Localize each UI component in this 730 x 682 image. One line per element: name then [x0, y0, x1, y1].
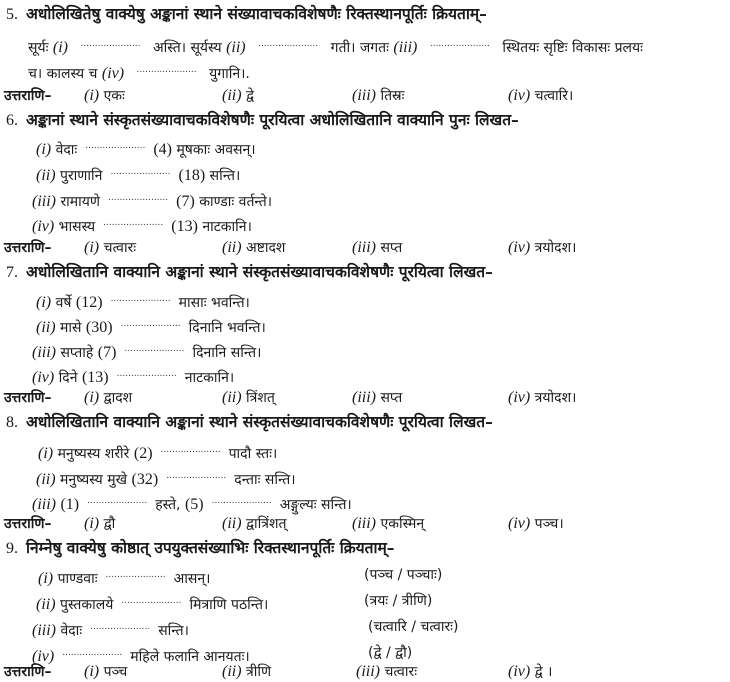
- q6-item-2: [36, 162, 240, 186]
- text: सन्ति।: [209, 168, 241, 184]
- options-hint: (द्वे / द्वौ): [368, 645, 413, 661]
- answer-item: [84, 514, 115, 534]
- roman-label: (i): [52, 39, 68, 56]
- options-hint: (त्रयः / त्रीणि): [364, 593, 433, 609]
- answer-item: [352, 238, 402, 258]
- text: दन्ताः सन्ति।: [234, 472, 296, 488]
- text: पुस्तकालये: [60, 597, 114, 613]
- answer-text: द्वादश: [103, 390, 133, 406]
- roman-label: (iii): [352, 239, 376, 256]
- text: आसन्।: [173, 571, 211, 587]
- roman-label: (iv): [508, 239, 531, 256]
- answer-text: सप्त: [380, 240, 403, 256]
- numeral: (18): [178, 167, 206, 184]
- answer-item: [84, 238, 136, 258]
- roman-label: (ii): [222, 515, 242, 532]
- roman-label: (iii): [352, 87, 376, 104]
- q8-item-1: [38, 440, 277, 464]
- roman-label: (iii): [393, 39, 418, 56]
- answer-item: [356, 662, 417, 682]
- question-number: 8.: [6, 414, 18, 431]
- answer-item: [508, 514, 564, 534]
- numeral: (30): [85, 319, 113, 336]
- blank: .....................: [108, 193, 169, 203]
- text: हस्ते,: [155, 497, 181, 513]
- q9-item-1: [38, 565, 210, 589]
- roman-label: (iv): [32, 369, 55, 386]
- q5-passage-line1: [28, 34, 643, 58]
- blank: .....................: [80, 39, 141, 49]
- text: दिनानि सन्ति।: [192, 345, 262, 361]
- numeral: (2): [133, 445, 153, 462]
- answer-text: सप्त: [380, 390, 403, 406]
- numeral: (12): [75, 294, 103, 311]
- answer-text: तिस्रः: [380, 88, 405, 104]
- roman-label: (i): [36, 141, 52, 158]
- question-text: अधोलिखितेषु वाक्येषु अङ्कानां स्थाने संख्यावाचकविशेषणैः रिक्तस्थानपूर्तिः क्रियताम्–: [26, 5, 487, 23]
- text: मनुष्यस्य शरीरे: [57, 446, 130, 462]
- text: मनुष्यस्य मुखे: [60, 472, 128, 488]
- roman-label: (i): [84, 389, 100, 406]
- roman-label: (i): [84, 87, 100, 104]
- numeral: (4): [153, 141, 172, 158]
- q7-item-4: [32, 364, 234, 388]
- answer-text: अष्टादश: [246, 240, 286, 256]
- blank: .....................: [110, 294, 171, 304]
- numeral: (7): [97, 344, 117, 361]
- numeral: (32): [131, 471, 159, 488]
- answer-item: [84, 662, 127, 682]
- roman-label: (ii): [36, 596, 56, 613]
- q7-item-1: [36, 289, 250, 313]
- answer-text: एकः: [103, 88, 125, 104]
- answer-text: चत्वारि।: [534, 88, 574, 104]
- answer-item: [84, 388, 132, 408]
- question-number: 5.: [6, 6, 18, 23]
- question-number: 9.: [6, 540, 18, 557]
- roman-label: (ii): [36, 167, 56, 184]
- roman-label: (iii): [32, 193, 56, 210]
- numeral: (13): [171, 218, 198, 235]
- text: दिनानि भवन्ति।: [188, 320, 266, 336]
- question-9-title: [6, 538, 394, 559]
- answer-text: एकस्मिन्: [380, 516, 425, 532]
- roman-label: (iii): [32, 622, 56, 639]
- answer-text: पञ्च।: [534, 516, 564, 532]
- blank: .....................: [116, 369, 177, 379]
- text: मित्राणि पठन्ति।: [189, 597, 269, 613]
- roman-label: (i): [84, 663, 100, 680]
- answer-text: द्वे: [246, 88, 255, 104]
- roman-label: (ii): [222, 239, 242, 256]
- blank: .....................: [124, 344, 185, 354]
- roman-label: (ii): [36, 471, 56, 488]
- blank: .....................: [258, 39, 319, 49]
- blank: .....................: [211, 496, 272, 506]
- blank: .....................: [103, 218, 164, 228]
- question-text: अधोलिखितानि वाक्यानि अङ्कानां स्थाने संस्कृतसंख्यावाचकविशेषणैः पूरयित्वा लिखत–: [26, 413, 493, 431]
- answer-item: [352, 86, 405, 106]
- text: अस्ति। सूर्यस्य: [152, 40, 222, 56]
- roman-label: (iii): [356, 663, 380, 680]
- blank: .....................: [62, 648, 123, 658]
- roman-label: (iii): [32, 496, 56, 513]
- roman-label: (ii): [222, 389, 242, 406]
- blank: .....................: [120, 319, 181, 329]
- text: पुराणानि: [60, 168, 103, 184]
- text: वेदाः: [60, 623, 83, 639]
- answer-item: [508, 388, 576, 408]
- text: वर्षे: [55, 295, 72, 311]
- options-hint: (चत्वारि / चत्वारः): [368, 619, 459, 635]
- numeral: (5): [184, 496, 204, 513]
- blank: .....................: [121, 596, 182, 606]
- q8-item-2: [36, 466, 296, 490]
- roman-label: (iv): [101, 65, 125, 82]
- answer-text: द्वात्रिंशत्: [246, 516, 287, 532]
- roman-label: (iv): [508, 663, 531, 680]
- blank: .....................: [429, 39, 490, 49]
- blank: .....................: [160, 445, 221, 455]
- text: च। कालस्य च: [28, 66, 98, 82]
- answer-item: [508, 86, 573, 106]
- roman-label: (iv): [32, 648, 55, 665]
- answer-item: [508, 662, 552, 682]
- roman-label: (i): [84, 239, 100, 256]
- answer-text: चत्वारः: [384, 664, 418, 680]
- roman-label: (ii): [222, 663, 242, 680]
- answer-item: [222, 514, 287, 534]
- answer-item: [222, 388, 275, 408]
- blank: .....................: [110, 167, 171, 177]
- answer-text: द्वे ।: [534, 664, 553, 680]
- text: रामायणे: [60, 194, 101, 210]
- text: भासस्य: [58, 219, 96, 235]
- roman-label: (i): [36, 294, 52, 311]
- text: गती। जगतः: [330, 40, 389, 56]
- question-number: 6.: [6, 112, 18, 129]
- roman-label: (iv): [508, 389, 531, 406]
- answer-item: [352, 514, 424, 534]
- q7-item-2: [36, 314, 266, 338]
- text: नाटकानि।: [184, 370, 235, 386]
- answer-item: [222, 238, 285, 258]
- text: सन्ति।: [158, 623, 189, 639]
- numeral: (7): [176, 193, 195, 210]
- question-7-title: [6, 262, 493, 283]
- text: मासाः भवन्ति।: [178, 295, 250, 311]
- question-6-title: [6, 110, 519, 131]
- answer-text: द्वौ: [103, 516, 116, 532]
- text: पादौ स्तः।: [228, 446, 278, 462]
- question-5-title: [6, 4, 487, 25]
- answer-text: त्रिंशत्: [246, 390, 275, 406]
- blank: .....................: [90, 622, 151, 632]
- roman-label: (iv): [508, 87, 531, 104]
- answers-label: उत्तराणि–: [4, 664, 52, 680]
- question-text: अधोलिखितानि वाक्यानि अङ्कानां स्थाने संस्कृतसंख्यावाचकविशेषणैः पूरयित्वा लिखत–: [26, 263, 493, 281]
- roman-label: (iv): [508, 515, 531, 532]
- text: युगानि।.: [209, 66, 250, 82]
- answer-text: पञ्च: [103, 664, 128, 680]
- answer-item: [352, 388, 402, 408]
- answer-item: [508, 238, 576, 258]
- roman-label: (iii): [32, 344, 56, 361]
- q9-item-2: [36, 591, 268, 615]
- roman-label: (i): [84, 515, 100, 532]
- roman-label: (iv): [32, 218, 55, 235]
- roman-label: (i): [38, 445, 54, 462]
- answer-text: त्रयोदश।: [534, 240, 577, 256]
- q6-item-3: [32, 188, 272, 212]
- answer-item: [222, 662, 271, 682]
- answers-label: उत्तराणि–: [4, 390, 52, 406]
- text: महिले फलानि आनयतः।: [130, 649, 250, 665]
- answer-text: त्रीणि: [246, 664, 272, 680]
- options-hint: (पञ्च / पञ्चाः): [364, 567, 443, 583]
- answers-label: उत्तराणि–: [4, 240, 52, 256]
- answer-text: त्रयोदश।: [534, 390, 577, 406]
- q6-item-4: [32, 213, 252, 237]
- question-number: 7.: [6, 264, 18, 281]
- roman-label: (iii): [352, 515, 376, 532]
- text: सूर्यः: [28, 40, 49, 56]
- roman-label: (i): [38, 570, 54, 587]
- question-8-title: [6, 412, 493, 433]
- text: नाटकानि।: [202, 219, 252, 235]
- blank: .....................: [136, 65, 197, 75]
- answer-text: चत्वारः: [103, 240, 137, 256]
- q5-passage-line2: [28, 60, 250, 84]
- blank: .....................: [85, 141, 146, 151]
- answers-label: उत्तराणि–: [4, 88, 52, 104]
- text: पाण्डवाः: [57, 571, 98, 587]
- text: अङ्गुल्यः सन्ति।: [279, 497, 352, 513]
- text: वेदाः: [55, 142, 78, 158]
- question-text: निम्नेषु वाक्येषु कोष्ठात् उपयुक्तसंख्याभिः रिक्तस्थानपूर्तिः क्रियताम्–: [26, 539, 395, 557]
- q7-item-3: [32, 339, 261, 363]
- numeral: (13): [81, 369, 109, 386]
- text: स्थितयः सृष्टिः विकासः प्रलयः: [502, 40, 643, 56]
- answer-item: [222, 86, 254, 106]
- q6-item-1: [36, 136, 256, 160]
- blank: .....................: [105, 570, 166, 580]
- blank: .....................: [166, 471, 227, 481]
- roman-label: (ii): [222, 87, 242, 104]
- text: काण्डाः वर्तन्ते।: [199, 194, 273, 210]
- answer-item: [84, 86, 125, 106]
- text: दिने: [58, 370, 78, 386]
- roman-label: (iii): [352, 389, 376, 406]
- numeral: (1): [60, 496, 80, 513]
- q9-item-4: [32, 643, 250, 667]
- roman-label: (ii): [226, 39, 246, 56]
- text: सप्ताहे: [60, 345, 94, 361]
- q9-item-3: [32, 617, 189, 641]
- question-text: अङ्कानां स्थाने संस्कृतसंख्यावाचकविशेषणैः पूरयित्वा अधोलिखितानि वाक्यानि पुनः लिखत–: [26, 111, 519, 129]
- text: मासे: [60, 320, 82, 336]
- q8-item-3: [32, 491, 352, 515]
- answers-label: उत्तराणि–: [4, 516, 52, 532]
- roman-label: (ii): [36, 319, 56, 336]
- text: मूषकाः अवसन्।: [176, 142, 256, 158]
- blank: .....................: [87, 496, 148, 506]
